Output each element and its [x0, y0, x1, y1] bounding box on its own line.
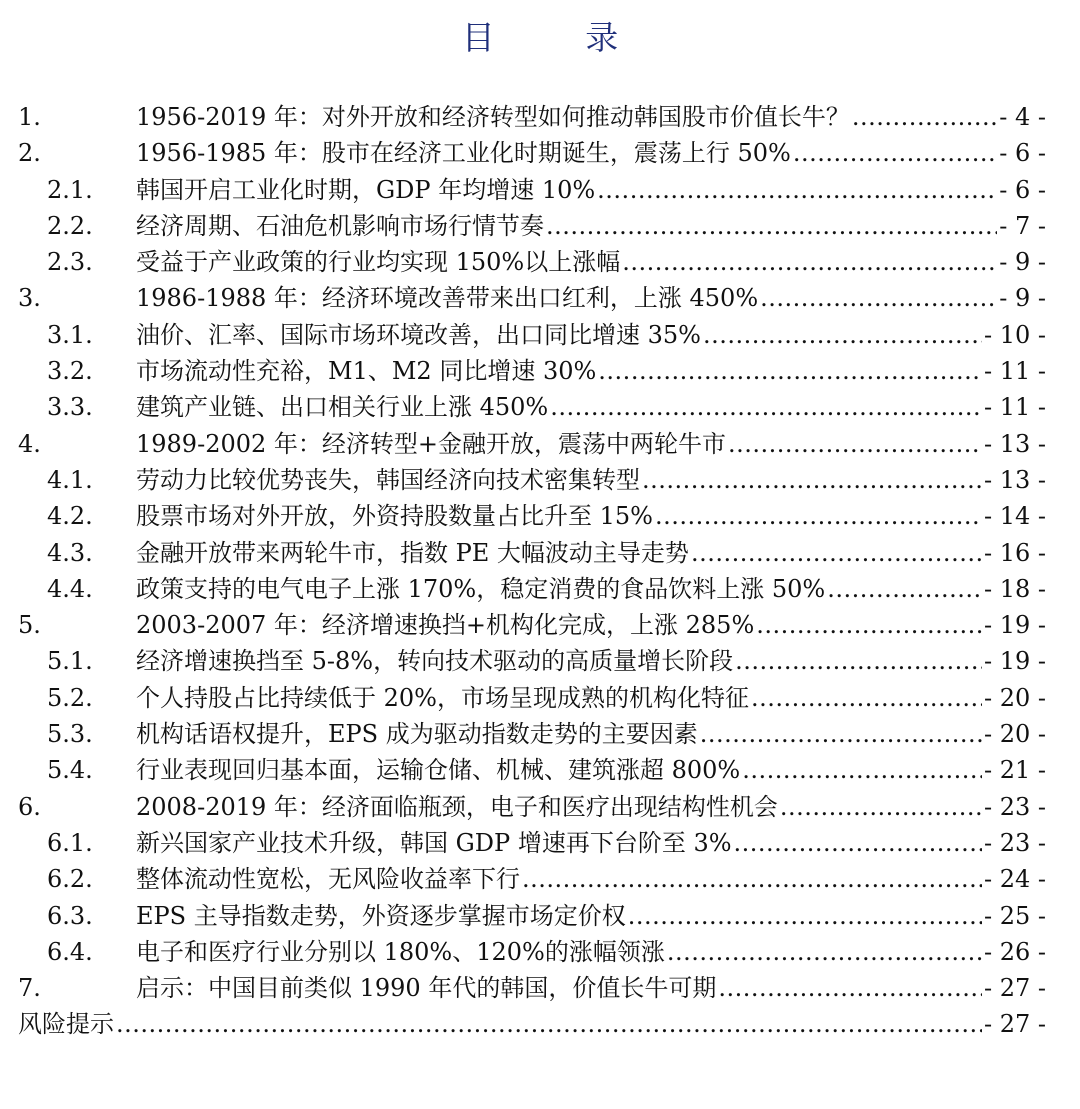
dot-leader	[751, 680, 982, 716]
toc-entry-title: 个人持股占比持续低于 20%，市场呈现成熟的机构化特征	[136, 683, 749, 712]
dot-leader	[734, 825, 982, 861]
toc-entry-number: 4.4.	[47, 574, 93, 603]
toc-entry[interactable]	[0, 498, 1080, 534]
toc-entry-page: - 9 -	[999, 248, 1046, 277]
toc-entry-page: - 27 -	[983, 1010, 1046, 1039]
toc-entry-page: - 16 -	[983, 538, 1046, 567]
toc-entry-number: 6.1.	[47, 828, 93, 857]
toc-entry[interactable]	[0, 535, 1080, 571]
toc-entry-number: 5.2.	[47, 683, 93, 712]
toc-entry-number: 4.3.	[47, 538, 93, 567]
toc-entry-page: - 19 -	[983, 611, 1046, 640]
toc-entry-page: - 24 -	[983, 865, 1046, 894]
toc-entry[interactable]	[0, 789, 1080, 825]
toc-entry[interactable]	[0, 353, 1080, 389]
toc-entry[interactable]	[0, 861, 1080, 897]
toc-entry-title: 政策支持的电气电子上涨 170%，稳定消费的食品饮料上涨 50%	[136, 574, 826, 603]
toc-entry-page: - 19 -	[983, 647, 1046, 676]
toc-entry-page: - 4 -	[999, 103, 1046, 131]
dot-leader	[700, 716, 982, 752]
toc-entry-number: 6.4.	[47, 937, 93, 966]
toc-entry-title: 1956-2019 年：对外开放和经济转型如何推动韩国股市价值长牛？	[136, 103, 850, 131]
toc-entry[interactable]	[0, 462, 1080, 498]
toc-entry[interactable]	[0, 208, 1080, 244]
dot-leader	[628, 898, 982, 934]
table-of-contents	[0, 99, 1080, 1043]
toc-entry-title: 1956-1985 年：股市在经济工业化时期诞生，震荡上行 50%	[136, 139, 791, 168]
toc-entry[interactable]	[0, 135, 1080, 171]
dot-leader	[622, 244, 997, 280]
toc-entry-number: 3.2.	[47, 357, 93, 386]
toc-entry-number: 2.2.	[47, 211, 93, 240]
toc-entry-title: 劳动力比较优势丧失，韩国经济向技术密集转型	[136, 465, 640, 494]
dot-leader	[742, 752, 982, 788]
toc-entry-number: 2.3.	[47, 248, 93, 277]
toc-entry[interactable]	[0, 172, 1080, 208]
toc-entry-number: 4.2.	[47, 502, 93, 531]
toc-entry-title: 1986-1988 年：经济环境改善带来出口红利，上涨 450%	[136, 284, 759, 313]
toc-entry[interactable]	[0, 970, 1080, 1006]
toc-entry-number: 6.	[18, 792, 41, 821]
toc-entry[interactable]	[0, 99, 1080, 135]
toc-entry-number: 3.3.	[47, 393, 93, 422]
dot-leader	[691, 535, 982, 571]
toc-entry[interactable]	[0, 825, 1080, 861]
toc-entry-page: - 20 -	[983, 720, 1046, 749]
toc-entry-page: - 9 -	[999, 284, 1046, 313]
toc-entry-page: - 13 -	[983, 429, 1046, 458]
toc-entry-title: 风险提示	[18, 1010, 114, 1039]
toc-entry[interactable]	[0, 643, 1080, 679]
dot-leader	[667, 934, 982, 970]
toc-entry[interactable]	[0, 898, 1080, 934]
toc-entry[interactable]	[0, 317, 1080, 353]
toc-entry-page: - 20 -	[983, 683, 1046, 712]
dot-leader	[598, 353, 982, 389]
toc-entry-number: 2.	[18, 139, 41, 168]
dot-leader	[546, 208, 997, 244]
toc-entry-number: 6.2.	[47, 865, 93, 894]
toc-entry-page: - 21 -	[983, 756, 1046, 785]
toc-entry-page: - 6 -	[999, 139, 1046, 168]
toc-entry-title: 2008-2019 年：经济面临瓶颈，电子和医疗出现结构性机会	[136, 792, 778, 821]
toc-entry-page: - 10 -	[983, 320, 1046, 349]
toc-entry-title: 启示：中国目前类似 1990 年代的韩国，价值长牛可期	[136, 974, 717, 1003]
toc-entry[interactable]	[0, 280, 1080, 316]
toc-entry-title: 新兴国家产业技术升级，韩国 GDP 增速再下台阶至 3%	[136, 828, 732, 857]
dot-leader	[597, 172, 997, 208]
toc-entry-number: 6.3.	[47, 901, 93, 930]
dot-leader	[718, 970, 982, 1006]
toc-entry-number: 4.1.	[47, 465, 93, 494]
toc-entry-title: 行业表现回归基本面，运输仓储、机械、建筑涨超 800%	[136, 756, 741, 785]
toc-entry-number: 3.	[18, 284, 41, 313]
toc-entry[interactable]	[0, 934, 1080, 970]
dot-leader	[735, 643, 982, 679]
toc-entry-page: - 26 -	[983, 937, 1046, 966]
toc-entry-page: - 11 -	[983, 357, 1046, 386]
toc-entry-number: 4.	[18, 429, 41, 458]
toc-entry-title: 经济增速换挡至 5-8%，转向技术驱动的高质量增长阶段	[136, 647, 734, 676]
toc-entry[interactable]	[0, 680, 1080, 716]
toc-entry-number: 5.1.	[47, 647, 93, 676]
toc-entry-page: - 11 -	[983, 393, 1046, 422]
toc-entry-title: 市场流动性充裕，M1、M2 同比增速 30%	[136, 357, 597, 386]
toc-entry-title: 2003-2007 年：经济增速换挡+机构化完成，上涨 285%	[136, 611, 755, 640]
dot-leader	[703, 317, 982, 353]
toc-entry[interactable]	[0, 571, 1080, 607]
toc-entry[interactable]	[0, 426, 1080, 462]
toc-entry-number: 5.4.	[47, 756, 93, 785]
toc-entry-page: - 23 -	[983, 792, 1046, 821]
toc-entry-number: 5.	[18, 611, 41, 640]
toc-entry-title: 油价、汇率、国际市场环境改善，出口同比增速 35%	[136, 320, 701, 349]
toc-entry-page: - 25 -	[983, 901, 1046, 930]
toc-entry-page: - 6 -	[999, 175, 1046, 204]
toc-entry[interactable]	[0, 716, 1080, 752]
toc-entry-title: 1989-2002 年：经济转型+金融开放，震荡中两轮牛市	[136, 429, 727, 458]
dot-leader	[655, 498, 982, 534]
toc-entry-title: 受益于产业政策的行业均实现 150%以上涨幅	[136, 248, 621, 277]
toc-entry-page: - 7 -	[999, 211, 1046, 240]
toc-entry-title: 金融开放带来两轮牛市，指数 PE 大幅波动主导走势	[136, 538, 689, 567]
toc-entry-number: 1.	[18, 103, 41, 131]
toc-entry-title: 电子和医疗行业分别以 180%、120%的涨幅领涨	[136, 937, 665, 966]
dot-leader	[852, 99, 997, 135]
toc-entry[interactable]	[0, 1006, 1080, 1042]
toc-entry-page: - 18 -	[983, 574, 1046, 603]
toc-entry[interactable]	[0, 244, 1080, 280]
toc-title: 目 录	[461, 18, 659, 57]
toc-entry-title: 股票市场对外开放，外资持股数量占比升至 15%	[136, 502, 653, 531]
toc-entry[interactable]	[0, 752, 1080, 788]
toc-entry[interactable]	[0, 389, 1080, 425]
toc-entry-title: 机构话语权提升，EPS 成为驱动指数走势的主要因素	[136, 720, 698, 749]
toc-entry[interactable]	[0, 607, 1080, 643]
toc-entry-page: - 23 -	[983, 828, 1046, 857]
toc-entry-number: 3.1.	[47, 320, 93, 349]
toc-entry-number: 2.1.	[47, 175, 93, 204]
dot-leader	[780, 789, 982, 825]
toc-entry-title: 建筑产业链、出口相关行业上涨 450%	[136, 393, 549, 422]
dot-leader	[728, 426, 982, 462]
toc-entry-page: - 27 -	[983, 974, 1046, 1003]
toc-entry-page: - 13 -	[983, 465, 1046, 494]
toc-entry-title: 经济周期、石油危机影响市场行情节奏	[136, 211, 544, 240]
dot-leader	[522, 861, 982, 897]
toc-entry-page: - 14 -	[983, 502, 1046, 531]
dot-leader	[550, 389, 982, 425]
dot-leader	[760, 280, 997, 316]
toc-entry-title: 整体流动性宽松，无风险收益率下行	[136, 865, 520, 894]
toc-entry-title: 韩国开启工业化时期，GDP 年均增速 10%	[136, 175, 596, 204]
toc-entry-number: 7.	[18, 974, 41, 1003]
dot-leader	[116, 1006, 982, 1042]
dot-leader	[827, 571, 982, 607]
toc-entry-number: 5.3.	[47, 720, 93, 749]
toc-entry-title: EPS 主导指数走势，外资逐步掌握市场定价权	[136, 901, 626, 930]
dot-leader	[642, 462, 982, 498]
dot-leader	[793, 135, 997, 171]
dot-leader	[756, 607, 982, 643]
